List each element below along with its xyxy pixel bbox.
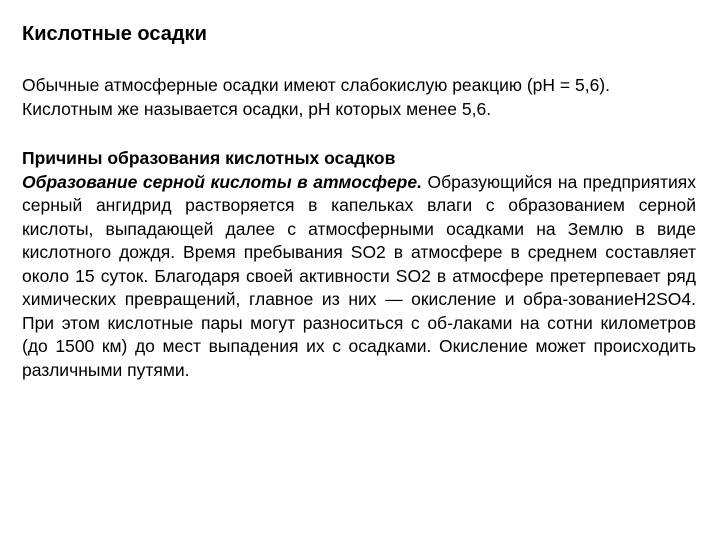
- causes-section: [22, 147, 696, 382]
- section-body: [22, 171, 696, 383]
- lead-phrase: Образование серной кислоты в атмосфере.: [22, 171, 422, 192]
- intro-line-1: Обычные атмосферные осадки имеют слабокислую реакцию (рН = 5,6).: [22, 75, 611, 95]
- intro-line-2: Кислотным же называется осадки, рН которых менее 5,6.: [22, 98, 492, 119]
- page-title: Кислотные осадки: [22, 23, 207, 45]
- body-text: Образующийся на предприятиях серный ангидрид растворяется в капельках влаги с образованием серной кислоты, выпадающей далее с атмосферными осадками на Землю в виде кислотного дождя. Время пребывания SO2 в атмосфере в среднем составляет около 15 суток. Благодаря своей активности SO2 в атмосфере претерпевает ряд химических превращений, главное из них — окисление и обра-зованиеH2SO4. При этом кислотные пары могут разноситься с об-лаками на сотни километров (до 1500 км) до мест выпадения их с осадками. Окисление может происходить различными путями.: [22, 171, 696, 380]
- section-heading: Причины образования кислотных осадков: [22, 148, 396, 168]
- intro-paragraph: [22, 74, 696, 121]
